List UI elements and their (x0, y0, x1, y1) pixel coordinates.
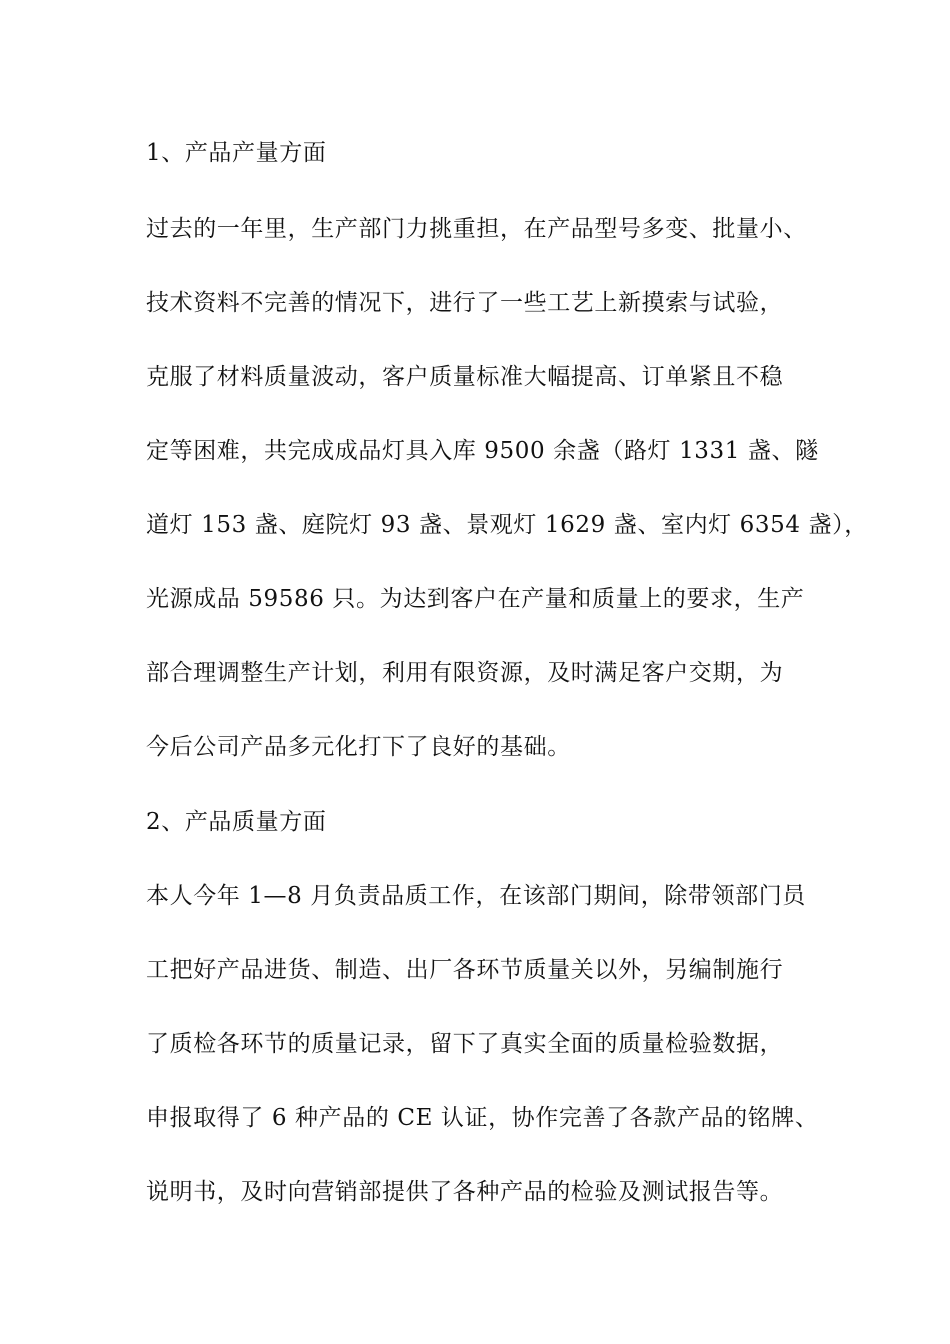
paragraph-line: 了质检各环节的质量记录，留下了真实全面的质量检验数据， (146, 1031, 784, 1057)
section-heading-quality: 2、产品质量方面 (146, 809, 327, 835)
paragraph-line: 克服了材料质量波动，客户质量标准大幅提高、订单紧且不稳 (146, 364, 784, 390)
paragraph-line: 申报取得了 6 种产品的 CE 认证，协作完善了各款产品的铭牌、 (146, 1105, 819, 1131)
paragraph-line: 本人今年 1—8 月负责品质工作，在该部门期间，除带领部门员 (146, 883, 806, 909)
paragraph-line: 说明书，及时向营销部提供了各种产品的检验及测试报告等。 (146, 1179, 784, 1205)
paragraph-line: 部合理调整生产计划，利用有限资源，及时满足客户交期，为 (146, 660, 784, 686)
section-heading-production: 1、产品产量方面 (146, 140, 327, 166)
paragraph-line: 工把好产品进货、制造、出厂各环节质量关以外，另编制施行 (146, 957, 784, 983)
paragraph-line: 技术资料不完善的情况下，进行了一些工艺上新摸索与试验， (146, 290, 784, 316)
paragraph-line: 过去的一年里，生产部门力挑重担，在产品型号多变、批量小、 (146, 216, 807, 242)
paragraph-line: 定等困难，共完成成品灯具入库 9500 余盏（路灯 1331 盏、隧 (146, 438, 819, 464)
paragraph-line: 光源成品 59586 只。为达到客户在产量和质量上的要求，生产 (146, 586, 805, 612)
paragraph-line: 道灯 153 盏、庭院灯 93 盏、景观灯 1629 盏、室内灯 6354 盏）， (146, 512, 868, 538)
paragraph-line: 今后公司产品多元化打下了良好的基础。 (146, 734, 571, 760)
